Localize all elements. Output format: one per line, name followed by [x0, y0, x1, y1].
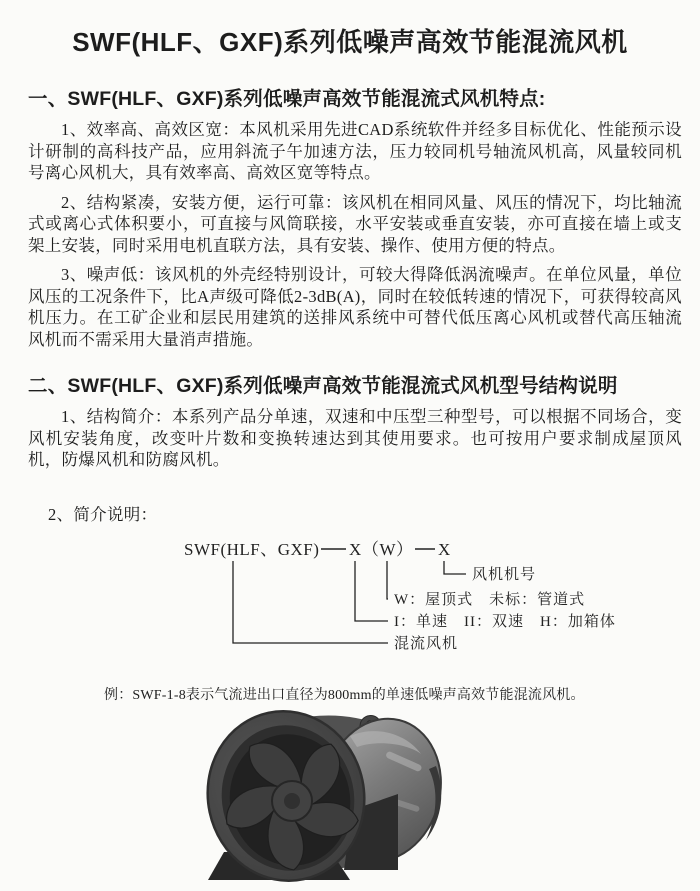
- model-code-diagram-svg: [88, 535, 648, 673]
- leader-speed-type: [355, 561, 388, 621]
- section2-paragraph-1: 1、结构简介：本系列产品分单速，双速和中压型三种型号，可以根据不同场合，变风机安装角度，改变叶片数和变换转速达到其使用要求。也可按用户要求制成屋顶风机，防爆风机和防腐风机。: [28, 407, 682, 469]
- fan-photo: [200, 706, 450, 886]
- label-fan-number: 风机机号: [472, 566, 537, 583]
- leader-fan-number: [444, 561, 466, 574]
- leader-roof-type: [387, 561, 388, 599]
- model-formula-x1: X: [349, 539, 362, 559]
- model-formula-w: （W）: [362, 539, 414, 559]
- section1-paragraph-3: 3、噪声低：该风机的外壳经特别设计，可较大得降低涡流噪声。在单位风量，单位风压的工况条件下，比A声级可降低2-3dB(A)，同时在较低转速的情况下，可获得较高风机压力。在工矿企业和层民用建筑的送排风系统中可替代低压离心风机或替代高压轴流风机而不需采用大量消声措施。: [28, 265, 682, 349]
- model-intro-label: 2、简介说明：: [48, 504, 158, 524]
- section1-paragraph-1: 1、效率高、高效区宽：本风机采用先进CAD系统软件并经多目标优化、性能预示设计研制的高科技产品，应用斜流子午加速方法，压力较同机号轴流风机高，风量较同机号离心风机大，具有效率高、高效区宽等特点。: [28, 120, 682, 182]
- label-roof-type: W：屋顶式 未标：管道式: [394, 591, 586, 608]
- impeller-hub-cap: [284, 793, 300, 809]
- section2-heading: 二、SWF(HLF、GXF)系列低噪声高效节能混流式风机型号结构说明: [28, 375, 618, 397]
- mixed-flow-fan-illustration: [200, 706, 450, 886]
- label-fan-type: 混流风机: [394, 635, 459, 652]
- model-formula-prefix: SWF(HLF、GXF): [184, 539, 320, 559]
- label-speed-type: I：单速 II：双速 H：加箱体: [394, 613, 616, 630]
- model-formula-x2: X: [438, 539, 451, 559]
- model-example-text: 例：SWF-1-8表示气流进出口直径为800mm的单速低噪声高效节能混流风机。: [104, 687, 585, 703]
- section1-heading: 一、SWF(HLF、GXF)系列低噪声高效节能混流式风机特点:: [28, 88, 546, 110]
- page-title: SWF(HLF、GXF)系列低噪声高效节能混流风机: [72, 27, 628, 57]
- section1-paragraph-2: 2、结构紧凑，安装方便，运行可靠：该风机在相同风量、风压的情况下，均比轴流式或离心式体积要小，可直接与风筒联接，水平安装或垂直安装，亦可直接在墙上或支架上安装，同时采用电机直联方法，具有安装、操作、使用方便的特点。: [28, 192, 682, 255]
- leader-fan-type: [233, 561, 388, 643]
- model-code-diagram: [88, 535, 700, 678]
